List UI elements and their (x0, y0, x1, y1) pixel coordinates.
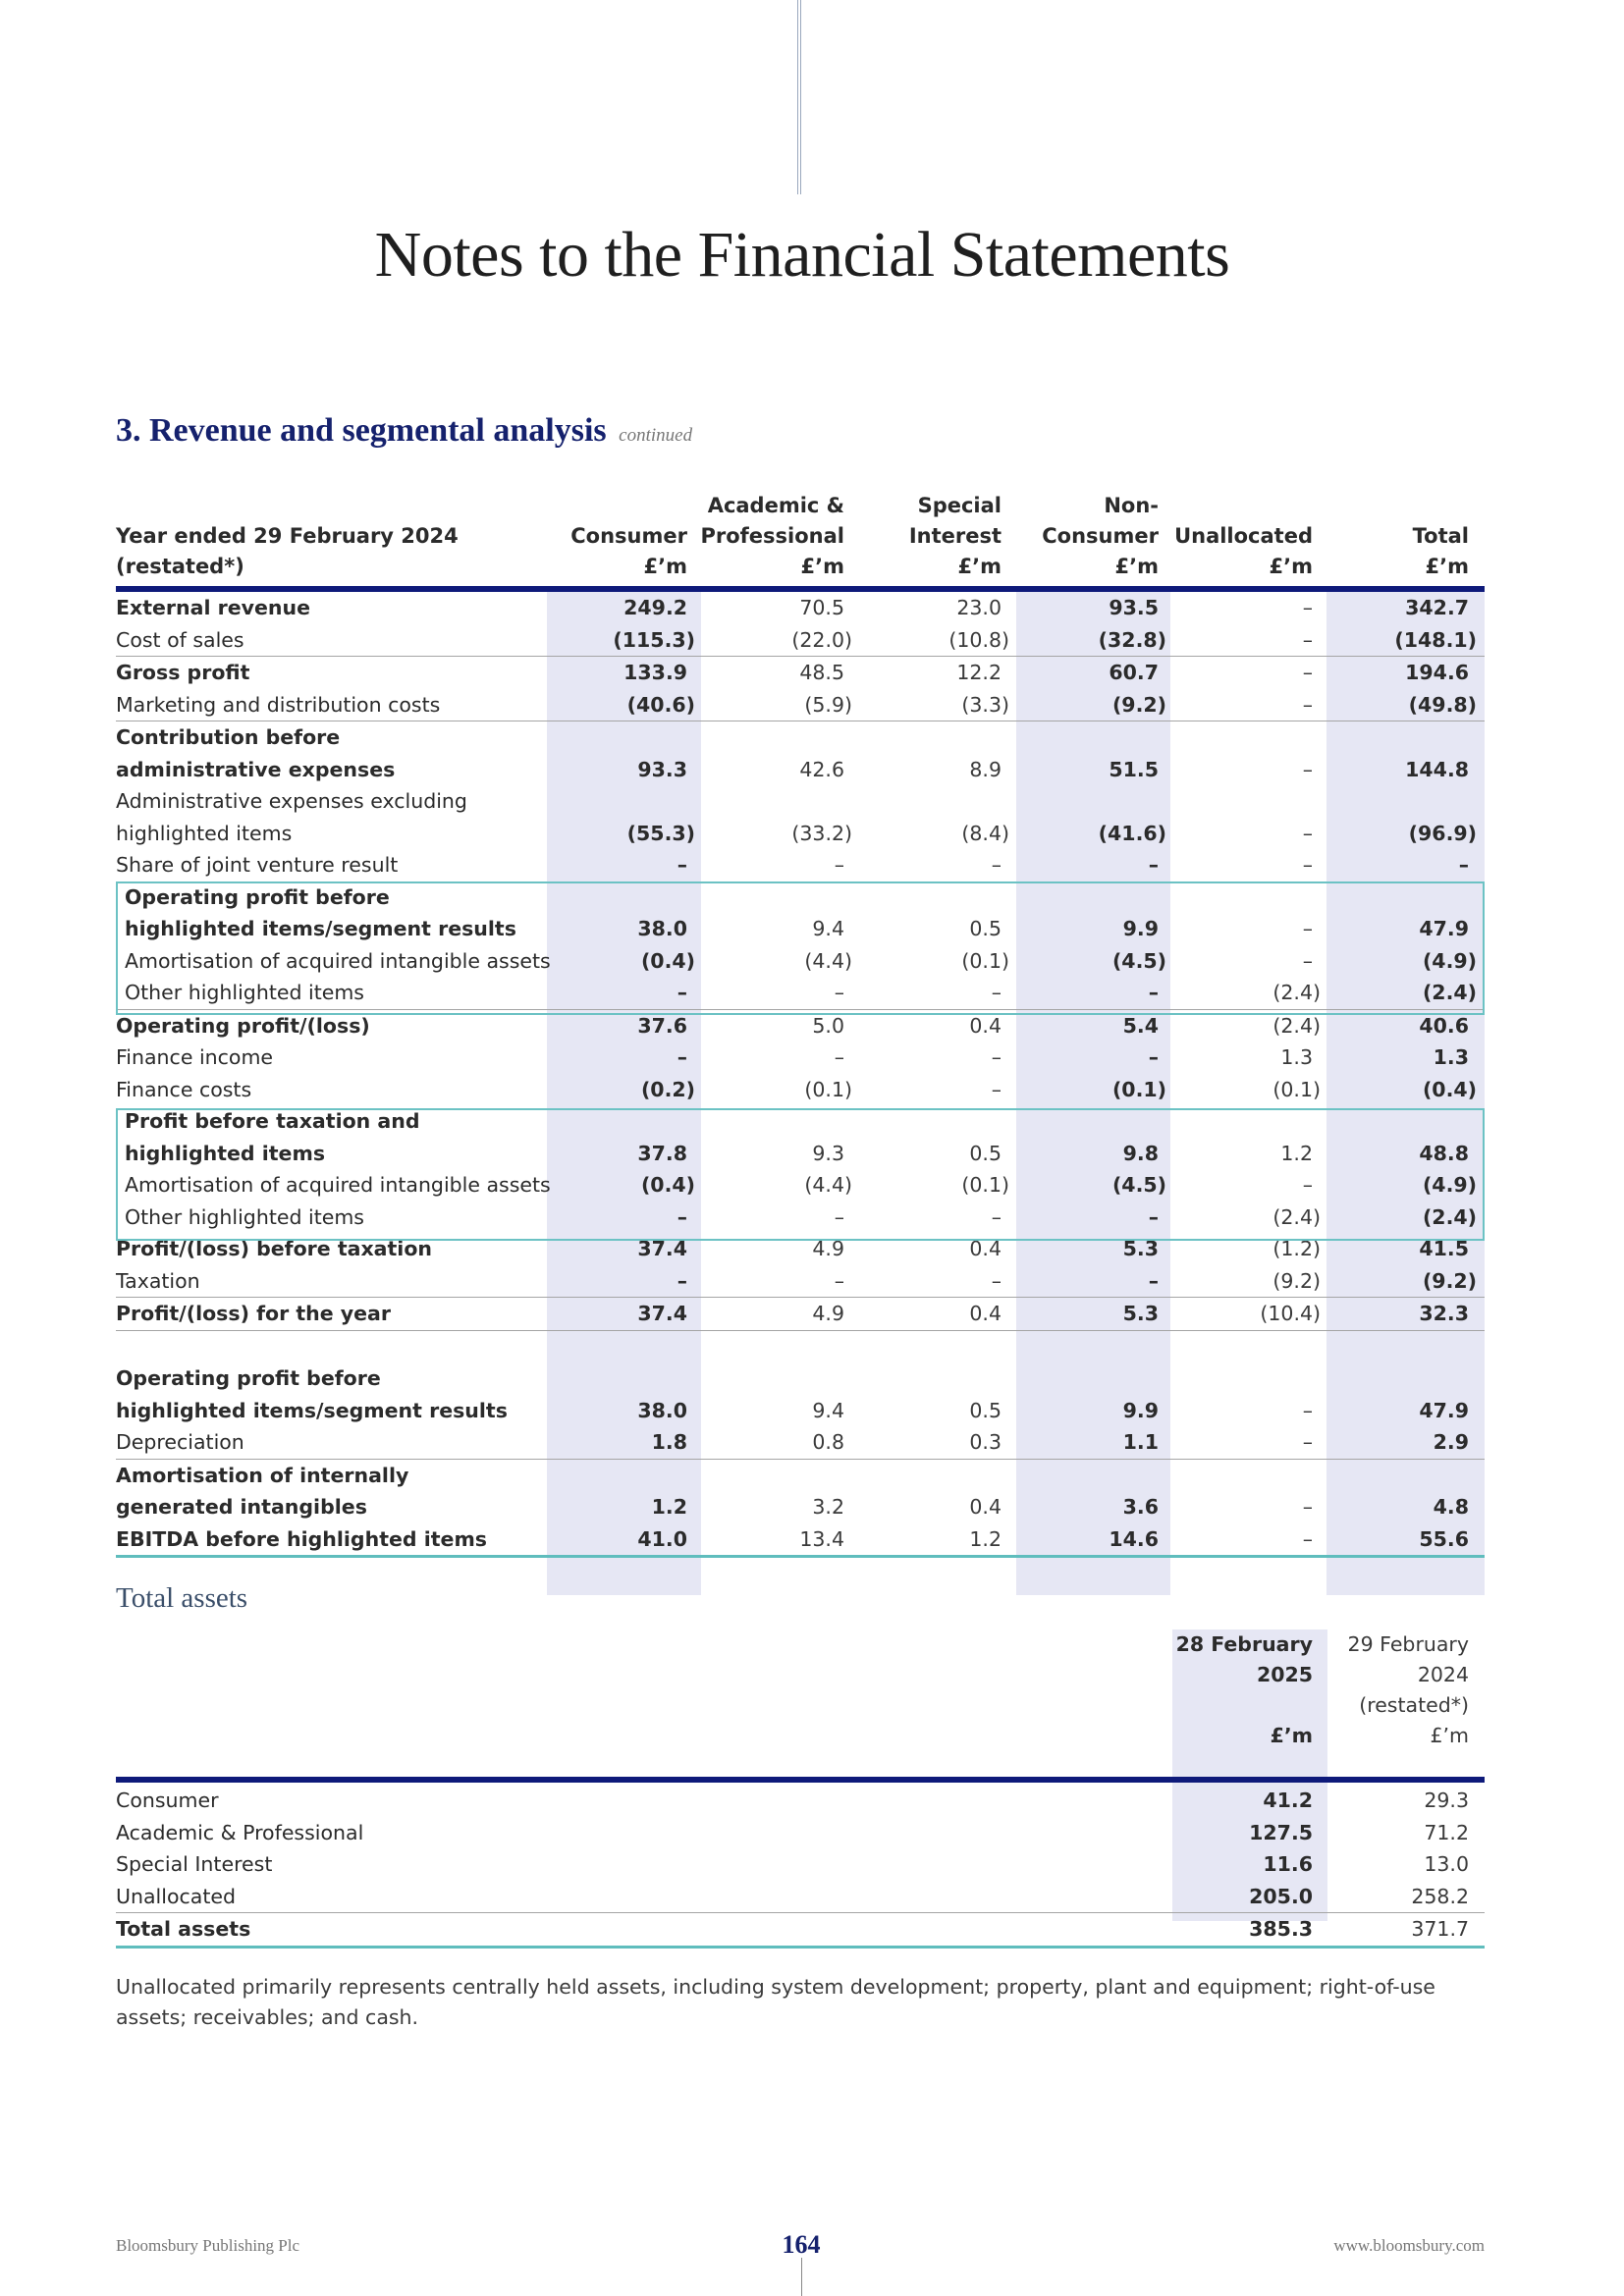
row-label: Operating profit/(loss) (116, 1013, 370, 1038)
table-row (116, 849, 1485, 881)
section-heading-text: 3. Revenue and segmental analysis (116, 412, 607, 449)
column-header-line1: Non- (1104, 494, 1159, 517)
column-header-line2: 2025 (1256, 1663, 1313, 1686)
row-value: 3.6 (1122, 1495, 1159, 1519)
row-value: – (1302, 853, 1313, 877)
row-value: – (1148, 1045, 1159, 1069)
row-value: (33.2) (791, 821, 852, 845)
column-header-line1: 29 February (1347, 1632, 1469, 1656)
row-value: – (1302, 627, 1313, 652)
table-header (116, 491, 1485, 586)
row-value: 9.4 (812, 1398, 844, 1422)
row-value: 5.3 (1122, 1237, 1159, 1260)
row-value: – (1458, 853, 1469, 877)
total-assets-header-rule (116, 1777, 1485, 1783)
row-value: (2.4) (1422, 981, 1477, 1004)
row-label: Marketing and distribution costs (116, 692, 441, 717)
row-label: Finance costs (116, 1077, 252, 1101)
row-value: 127.5 (1249, 1820, 1313, 1844)
row-value: (9.2) (1422, 1268, 1477, 1293)
row-value: 38.0 (637, 1398, 687, 1422)
row-value: – (991, 981, 1001, 1004)
row-value: 32.3 (1419, 1302, 1469, 1325)
row-value: 258.2 (1411, 1884, 1469, 1908)
row-value: 0.4 (969, 1302, 1001, 1325)
total-assets-heading: Total assets (116, 1582, 248, 1614)
table-row (116, 1233, 1485, 1265)
table-row (116, 785, 1485, 849)
row-value: – (1148, 1204, 1159, 1229)
table-row (116, 1298, 1485, 1331)
row-value: (2.4) (1272, 981, 1321, 1004)
row-value: 0.4 (969, 1013, 1001, 1038)
column-header-line3 (1156, 1690, 1313, 1721)
row-value: (2.4) (1272, 1204, 1321, 1229)
row-value: – (991, 1077, 1001, 1101)
row-value: 48.8 (1419, 1141, 1469, 1165)
row-value: – (1302, 1495, 1313, 1519)
row-value: (0.4) (640, 1173, 695, 1197)
row-value: – (677, 1204, 687, 1229)
row-value: 133.9 (623, 661, 687, 684)
header-period-label (116, 521, 459, 582)
row-value: – (1302, 1526, 1313, 1551)
row-value: (41.6) (1098, 821, 1166, 845)
row-value: 5.0 (812, 1013, 844, 1038)
table-row (116, 1265, 1485, 1299)
row-value: 37.4 (637, 1237, 687, 1260)
row-label: Amortisation of acquired intangible assets (125, 948, 551, 973)
row-value: (4.4) (804, 1173, 852, 1197)
row-value: – (1302, 1430, 1313, 1454)
footer-publisher: Bloomsbury Publishing Plc (116, 2236, 300, 2255)
row-value: – (834, 853, 844, 877)
row-value: (0.2) (640, 1077, 695, 1101)
row-value: 2.9 (1433, 1430, 1469, 1454)
row-value: (10.4) (1260, 1302, 1321, 1325)
row-value: (0.1) (961, 1173, 1009, 1197)
row-label: Contribution before administrative expenses (116, 725, 396, 781)
row-value: – (991, 1204, 1001, 1229)
total-assets-row (116, 1817, 1485, 1849)
column-header (1312, 491, 1469, 582)
row-value: 60.7 (1109, 661, 1159, 684)
row-spacer (116, 1331, 1485, 1363)
row-value: 4.9 (812, 1302, 844, 1325)
row-value: 41.0 (637, 1526, 687, 1551)
row-label: Other highlighted items (125, 1204, 364, 1229)
total-assets-row (116, 1913, 1485, 1949)
row-value: 55.6 (1419, 1526, 1469, 1551)
table-row (116, 657, 1485, 689)
row-value: 12.2 (956, 661, 1001, 684)
row-value: – (677, 981, 687, 1004)
row-value: 194.6 (1405, 661, 1469, 684)
row-value: (0.1) (1272, 1077, 1321, 1101)
column-header-line2: Professional (700, 524, 844, 548)
row-label: Other highlighted items (125, 981, 364, 1004)
row-value: (49.8) (1408, 692, 1477, 717)
row-label: Finance income (116, 1045, 274, 1069)
table-row (116, 945, 1485, 978)
row-value: – (991, 853, 1001, 877)
column-header-line1 (530, 491, 687, 521)
row-value: 1.3 (1433, 1045, 1469, 1069)
row-label: Consumer (116, 1789, 219, 1812)
row-value: – (1302, 948, 1313, 973)
table-row (116, 592, 1485, 624)
row-label: Cost of sales (116, 627, 244, 652)
column-header-unit: £’m (643, 555, 687, 578)
row-value: (10.8) (948, 627, 1009, 652)
section-continued-label: continued (619, 425, 693, 446)
row-value: 0.5 (969, 1141, 1001, 1165)
row-value: (32.8) (1098, 627, 1166, 652)
row-label: Taxation (116, 1268, 200, 1293)
column-header (530, 491, 687, 582)
row-value: 71.2 (1424, 1820, 1469, 1844)
row-value: (4.9) (1422, 948, 1477, 973)
row-value: 144.8 (1405, 757, 1469, 781)
column-header-line1: Special (917, 494, 1001, 517)
row-value: 11.6 (1263, 1852, 1313, 1876)
column-header-unit: £’m (1270, 1724, 1313, 1747)
row-label: Operating profit before highlighted items/segment results (116, 1366, 508, 1422)
row-label: Profit/(loss) for the year (116, 1302, 391, 1325)
row-label: Total assets (116, 1917, 251, 1941)
table-row (116, 1074, 1485, 1106)
footer-page-number: 164 (782, 2230, 821, 2259)
row-value: 38.0 (637, 917, 687, 940)
row-value: 5.3 (1122, 1302, 1159, 1325)
column-header (1156, 491, 1313, 582)
column-header-unit: £’m (1114, 555, 1159, 578)
row-value: 9.3 (812, 1141, 844, 1165)
row-label: Share of joint venture result (116, 853, 399, 877)
row-value: 40.6 (1419, 1013, 1469, 1038)
row-value: 385.3 (1249, 1917, 1313, 1941)
row-value: 13.0 (1424, 1852, 1469, 1876)
header-period-line2: (restated*) (116, 555, 244, 578)
row-value: 93.5 (1109, 596, 1159, 619)
row-value: – (1302, 1173, 1313, 1197)
row-value: 342.7 (1405, 596, 1469, 619)
row-value: 93.3 (637, 757, 687, 781)
row-value: 70.5 (799, 596, 844, 619)
row-value: (0.1) (1111, 1077, 1166, 1101)
row-value: 1.1 (1122, 1430, 1159, 1454)
row-value: 47.9 (1419, 917, 1469, 940)
column-header-line2: 2024 (1417, 1663, 1469, 1686)
row-value: 205.0 (1249, 1884, 1313, 1908)
row-value: (0.1) (804, 1077, 852, 1101)
row-value: – (1302, 1398, 1313, 1422)
row-label: Administrative expenses excluding highlighted items (116, 789, 467, 845)
row-value: (2.4) (1422, 1204, 1477, 1229)
row-value: 47.9 (1419, 1398, 1469, 1422)
row-value: (4.4) (804, 948, 852, 973)
row-value: 0.5 (969, 1398, 1001, 1422)
row-value: – (1302, 692, 1313, 717)
row-value: 0.8 (812, 1430, 844, 1454)
table-row (116, 1010, 1485, 1042)
table-row (116, 1169, 1485, 1201)
row-value: – (991, 1045, 1001, 1069)
row-value: – (1302, 917, 1313, 940)
row-value: 4.9 (812, 1237, 844, 1260)
row-value: 249.2 (623, 596, 687, 619)
row-value: 48.5 (799, 661, 844, 684)
row-value: 1.3 (1280, 1045, 1313, 1069)
row-value: 0.3 (969, 1430, 1001, 1454)
column-header-unit: £’m (957, 555, 1001, 578)
row-label: Depreciation (116, 1430, 244, 1454)
column-header-unit: £’m (1269, 555, 1313, 578)
table-row (116, 721, 1485, 785)
total-assets-column-header (1312, 1629, 1469, 1751)
row-value: (0.4) (1422, 1077, 1477, 1101)
row-value: 9.8 (1122, 1141, 1159, 1165)
header-period-line1: Year ended 29 February 2024 (116, 524, 459, 548)
column-header (844, 491, 1001, 582)
column-header-line1 (1156, 491, 1313, 521)
total-assets-row (116, 1848, 1485, 1881)
row-value: (9.2) (1111, 692, 1166, 717)
column-header-unit: £’m (800, 555, 844, 578)
column-header-line2: Interest (908, 524, 1001, 548)
row-label: Special Interest (116, 1852, 273, 1876)
column-header-line1: Academic & (707, 494, 844, 517)
row-value: 29.3 (1424, 1789, 1469, 1812)
row-value: 0.4 (969, 1237, 1001, 1260)
row-value: – (1302, 661, 1313, 684)
table-row (116, 977, 1485, 1010)
row-value: 23.0 (956, 596, 1001, 619)
column-header-line1: 28 February (1175, 1632, 1313, 1656)
column-header (687, 491, 844, 582)
row-label: Profit/(loss) before taxation (116, 1237, 433, 1260)
header-rule (116, 586, 1485, 592)
top-decorative-rule (797, 0, 801, 194)
row-value: 51.5 (1109, 757, 1159, 781)
column-header-line2: Consumer (1042, 524, 1159, 548)
row-value: 37.4 (637, 1302, 687, 1325)
row-value: 0.4 (969, 1495, 1001, 1519)
row-value: 41.5 (1419, 1237, 1469, 1260)
row-value: (96.9) (1408, 821, 1477, 845)
row-value: (4.9) (1422, 1173, 1477, 1197)
row-value: (2.4) (1272, 1013, 1321, 1038)
row-value: (8.4) (961, 821, 1009, 845)
table-row (116, 1201, 1485, 1234)
row-value: (0.4) (640, 948, 695, 973)
row-value: – (1302, 596, 1313, 619)
row-value: (115.3) (613, 627, 695, 652)
row-label: Academic & Professional (116, 1820, 364, 1844)
page-title: Notes to the Financial Statements (374, 219, 1230, 291)
row-value: 0.5 (969, 917, 1001, 940)
row-label: Amortisation of acquired intangible assets (125, 1173, 551, 1197)
footer-website-link[interactable]: www.bloomsbury.com (1333, 2236, 1485, 2255)
row-value: – (677, 853, 687, 877)
row-value: – (1148, 981, 1159, 1004)
column-header-line2: Total (1412, 524, 1469, 548)
row-value: – (1148, 853, 1159, 877)
total-assets-row (116, 1881, 1485, 1914)
row-value: 37.8 (637, 1141, 687, 1165)
row-value: 3.2 (812, 1495, 844, 1519)
row-value: 1.2 (1280, 1141, 1313, 1165)
table-row (116, 881, 1485, 945)
row-label: Unallocated (116, 1884, 236, 1908)
table-row (116, 1362, 1485, 1426)
row-value: – (677, 1045, 687, 1069)
column-header-unit: £’m (1430, 1724, 1469, 1747)
row-value: – (834, 981, 844, 1004)
table-row (116, 1460, 1485, 1523)
row-value: (22.0) (791, 627, 852, 652)
row-value: (0.1) (961, 948, 1009, 973)
row-value: (4.5) (1111, 1173, 1166, 1197)
row-value: 14.6 (1109, 1526, 1159, 1551)
table-row (116, 689, 1485, 722)
row-value: 4.8 (1433, 1495, 1469, 1519)
row-value: – (834, 1268, 844, 1293)
row-value: 1.2 (969, 1526, 1001, 1551)
row-value: – (834, 1045, 844, 1069)
row-value: – (1148, 1268, 1159, 1293)
section-heading (116, 412, 692, 450)
table-body (116, 592, 1485, 1558)
row-value: 9.9 (1122, 917, 1159, 940)
column-header (1001, 491, 1159, 582)
row-label: External revenue (116, 596, 311, 619)
row-value: 13.4 (799, 1526, 844, 1551)
row-value: 5.4 (1122, 1013, 1159, 1038)
row-value: 371.7 (1411, 1917, 1469, 1941)
row-value: 8.9 (969, 757, 1001, 781)
row-value: – (677, 1268, 687, 1293)
column-header-unit: £’m (1425, 555, 1469, 578)
row-label: Amortisation of internally generated intangibles (116, 1463, 409, 1519)
row-label: Profit before taxation and highlighted items (125, 1109, 420, 1165)
row-value: 1.2 (651, 1495, 687, 1519)
row-value: (3.3) (961, 692, 1009, 717)
column-header-line3: (restated*) (1359, 1693, 1469, 1717)
row-value: 1.8 (651, 1430, 687, 1454)
unallocated-note: Unallocated primarily represents centrally held assets, including system development; property, plant and equipment; right-of-use assets; receivables; and cash. (116, 1975, 1435, 2029)
row-label: EBITDA before highlighted items (116, 1526, 488, 1551)
row-label: Gross profit (116, 661, 250, 684)
table-row (116, 1523, 1485, 1559)
column-header-line1 (1312, 491, 1469, 521)
total-assets-row (116, 1785, 1485, 1817)
row-value: 37.6 (637, 1013, 687, 1038)
row-value: (148.1) (1394, 627, 1477, 652)
table-row (116, 1426, 1485, 1460)
row-value: 9.9 (1122, 1398, 1159, 1422)
row-value: 9.4 (812, 917, 844, 940)
row-value: – (1302, 821, 1313, 845)
bottom-decorative-rule (801, 2258, 802, 2296)
row-value: – (834, 1204, 844, 1229)
row-value: – (1302, 757, 1313, 781)
row-value: (4.5) (1111, 948, 1166, 973)
row-value: – (991, 1268, 1001, 1293)
row-value: (5.9) (804, 692, 852, 717)
column-header-line2: Consumer (570, 524, 687, 548)
table-row (116, 624, 1485, 658)
column-header-line2: Unallocated (1174, 524, 1313, 548)
row-value: 42.6 (799, 757, 844, 781)
row-value: 41.2 (1263, 1789, 1313, 1812)
total-assets-body (116, 1785, 1485, 1949)
table-row (116, 1041, 1485, 1074)
row-value: (40.6) (626, 692, 695, 717)
total-assets-column-header (1156, 1629, 1313, 1751)
row-label: Operating profit before highlighted items/segment results (125, 884, 516, 940)
table-row (116, 1105, 1485, 1169)
row-value: (9.2) (1272, 1268, 1321, 1293)
row-value: (1.2) (1272, 1237, 1321, 1260)
row-value: (55.3) (626, 821, 695, 845)
